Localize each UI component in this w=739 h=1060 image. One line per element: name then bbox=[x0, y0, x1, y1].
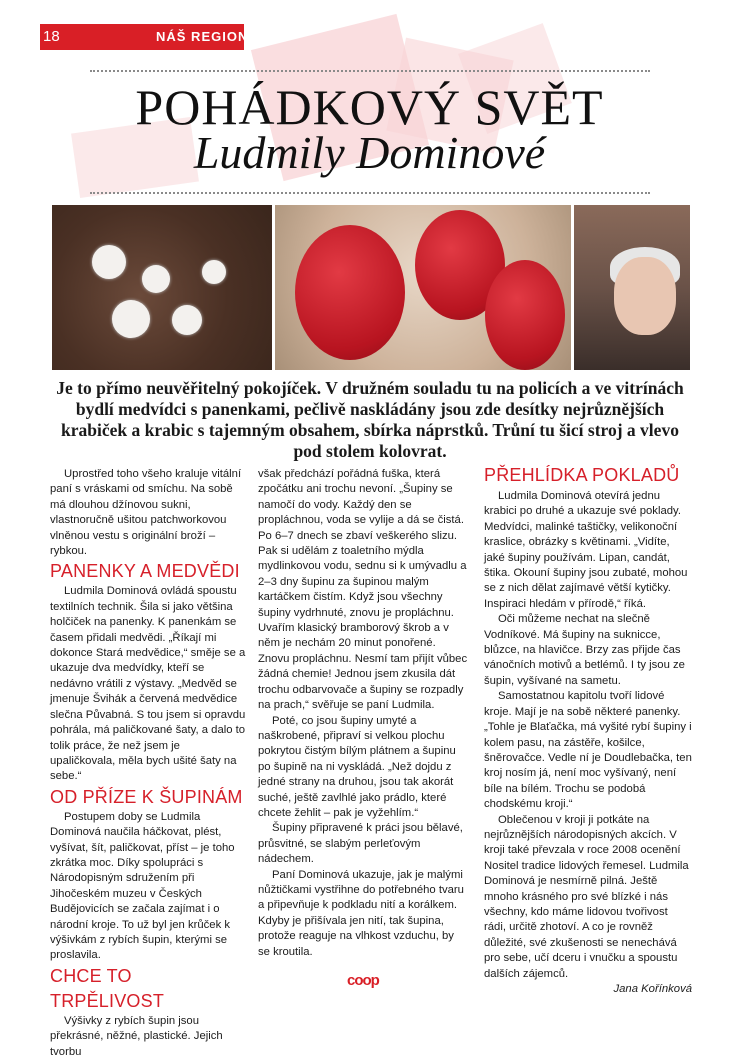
paragraph: Samostatnou kapitolu tvoří lidové kroje. Mají je na sobě některé panenky. „Tohle je Blaťačka, má vyšité rybí šupiny i kolem pasu, na zástěře, košilce, šněrovačce. Vedle ní je Doudlebačka, ten kroj nosím já, není moc vyšívaný, není bíle na bílém. Trochu se podobá chodskému kroji.“ bbox=[484, 690, 692, 811]
scale-flower bbox=[172, 305, 202, 335]
section-label: NÁŠ REGION bbox=[156, 29, 249, 44]
scale-flower bbox=[142, 265, 170, 293]
title-line2: Ludmily Dominové bbox=[193, 127, 546, 178]
paragraph: Oblečenou v kroji ji potkáte na nejrůznějších národopisných akcích. V kroji také převzala v roce 2008 ocenění Nositel tradice lidových řemesel. Ludmila Dominová je nesmírně pilná. Ještě mnoho krásného pro své blízké i nás všechny, kdo máme lidovou tvořivost rádi, určitě zhotoví. A co je rovněž důležité, své zkušenosti se nenechává pro sebe, učí dceru i vnučku a spoustu dalších zájemců. bbox=[484, 813, 689, 980]
photo-decorated-eggs bbox=[275, 205, 571, 370]
subheading: PANENKY A MEDVĚDI bbox=[50, 561, 240, 582]
author-signature: Jana Kořínková bbox=[613, 983, 692, 995]
red-egg bbox=[485, 260, 565, 370]
page-number: 18 bbox=[43, 28, 60, 45]
paragraph: Výšivky z rybích šupin jsou překrásné, něžné, plastické. Jejich tvorbu bbox=[50, 1014, 223, 1058]
column-1 bbox=[50, 467, 246, 1060]
paragraph: Uprostřed toho všeho kraluje vitální paní s vráskami od smíchu. Na sobě má dlouhou džínovou sukni, vlastnoručně ušitou patchworkovou vlněnou vestu s originální broží – rybkou. bbox=[50, 468, 242, 558]
column-2 bbox=[258, 467, 468, 960]
title-line1: POHÁDKOVÝ SVĚT bbox=[135, 79, 604, 135]
column-3 bbox=[484, 467, 692, 997]
paragraph: Poté, co jsou šupiny umyté a naškrobené, připraví si velkou plochu pokrytou čistým bílým plátnem a šupinu po šupině na ni vyskládá. „Než dojdu z jedné strany na druhou, jsou tak akorát suché, ještě zavlhlé jako prádlo, které chcete žehlit – pak je vyžehlím.“ bbox=[258, 714, 456, 819]
coop-logo: coop bbox=[347, 972, 379, 989]
paragraph: Oči můžeme nechat na slečně Vodníkové. Má šupiny na suknicce, blůzce, na hlavičce. Brzy zas přijde čas vánočních motivů a betlémů. I ty jsou ze šupin, vyšívané na sametu. bbox=[484, 613, 685, 687]
photo-embroidered-fabric bbox=[52, 205, 272, 370]
subheading: CHCE TO TRPĚLIVOST bbox=[50, 965, 165, 1011]
paragraph: Postupem doby se Ludmila Dominová naučila háčkovat, plést, vyšívat, šít, paličkovat, příst – je toho zkrátka moc. Díky spolupráci s Národopisným sdružením při Jihočeském muzeu v Českých Budějovicích se začala zajímat i o národní kroje. To už byl jen krůček k výšivkám z rybích šupin, kterými se proslavila. bbox=[50, 810, 235, 962]
scale-flower bbox=[112, 300, 150, 338]
portrait-face bbox=[614, 257, 676, 335]
paragraph: Ludmila Dominová ovládá spoustu textilních technik. Šila si jako většina holčiček na panenky. K panenkám se časem přidali medvědi. „Říkají mi dokonce Stará medvědice,“ směje se a ukazuje dva medvídky, kteří se nedávno vrátili z výstavy. „Medvěd se jmenuje Švihák a červená medvědice slečna Půvabná. S tou jsem si opravdu pohrála, má paličkované šaty, a dalo to tolik práce, že než jsem je upaličkovala, měla bych ušité šaty na sebe.“ bbox=[50, 585, 246, 783]
paragraph: však předchází pořádná fuška, která zpočátku ani trochu nevoní. „Šupiny se namočí do vody. Každý den se propláchnou, voda se vylije a dá se čistá. Po 6–7 dnech se zbaví veškerého slizu. Pak si udělám z toaletního mýdla mydlinkovou vodu, sednu si k umývadlu a 2–3 dny šupinu za šupinou malým kartáčkem čistím. Když jsou všechny šupiny vydrhnuté, znovu je propláchnu. Uvařím klasický bramborový škrob a v něm je nechám 20 minut ponořené. Znovu propláchnu. Nesmí tam přijít vůbec žádná chemie! Jednou jsem zkusila dát trochu odbarvovače a šupiny se rozpadly na prach,“ svěřuje se paní Ludmila. bbox=[258, 468, 468, 712]
subheading: PŘEHLÍDKA POKLADŮ bbox=[484, 465, 680, 485]
subheading: OD PŘÍZE K ŠUPINÁM bbox=[50, 786, 243, 807]
paragraph: Paní Dominová ukazuje, jak je malými nůžtičkami vystřihne do potřebného tvaru a připevňuje k podkladu nití a korálkem. Kdyby je přišívala jen nití, tak šupina, protože reaguje na vlhkost vzduchu, by se kroutila. bbox=[258, 868, 464, 958]
paragraph: Šupiny připravené k práci jsou bělavé, průsvitné, se slabým perleťovým nádechem. bbox=[258, 822, 463, 866]
lead-paragraph: Je to přímo neuvěřitelný pokojíček. V družném souladu tu na policích a ve vitrínách bydlí medvídci s panenkami, pečlivě naskládány jsou zde desítky nejrůznějších krabiček a krabic s tajemným obsahem, sbírka náprstků. Trůní tu šicí stroj a vlevo pod stolem kolovrat. bbox=[56, 378, 684, 461]
red-egg bbox=[295, 225, 405, 360]
paragraph: Ludmila Dominová otevírá jednu krabici po druhé a ukazuje své poklady. Medvídci, malinké taštičky, velikonoční kraslice, obrázky s květinami. „Vidíte, jaké šupiny používám. Lipan, candát, štika. Okouní šupiny jsou zubaté, mohou se z nich dělat zajímavé větší kytičky. Inspiraci hledám v přírodě,“ říká. bbox=[484, 490, 688, 610]
photo-portrait bbox=[574, 205, 690, 370]
scale-flower bbox=[92, 245, 126, 279]
scale-flower bbox=[202, 260, 226, 284]
